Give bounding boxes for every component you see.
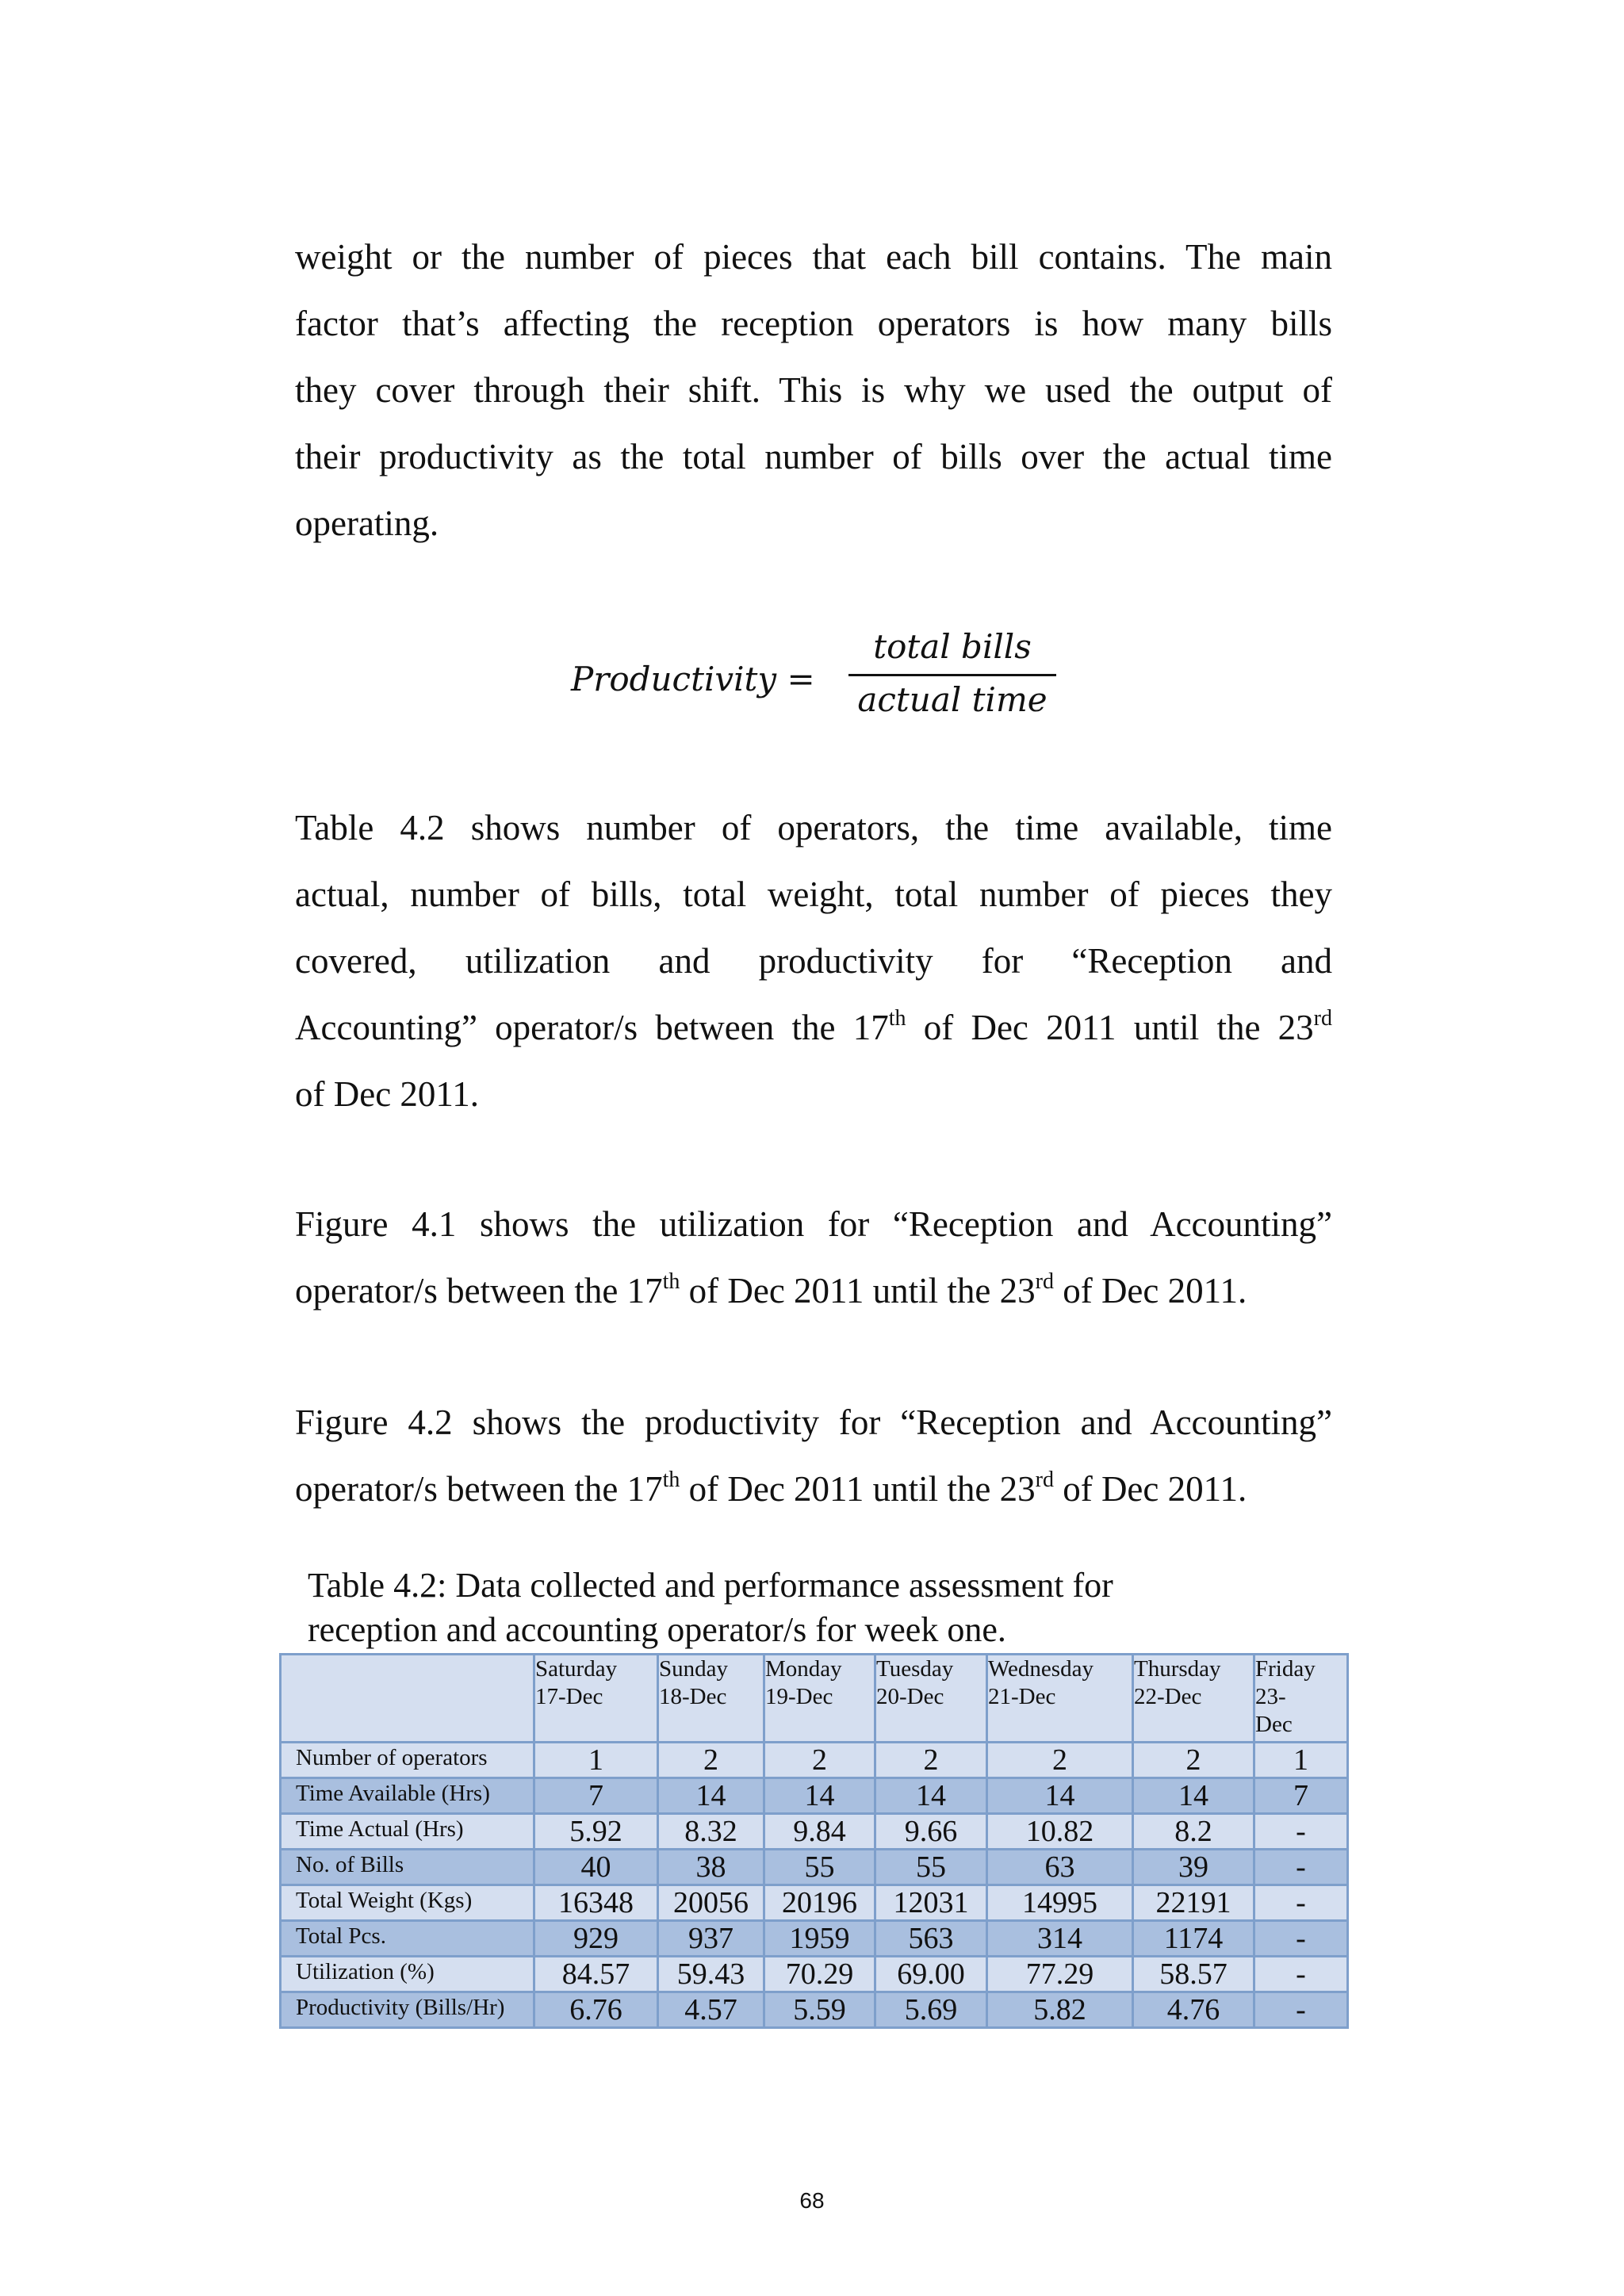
column-header-line: Monday	[765, 1656, 842, 1682]
column-header-line: Tuesday	[876, 1656, 954, 1682]
table-cell: 4.57	[658, 1992, 764, 2028]
intro-line: they cover through their shift. This is why we used the output of	[295, 370, 1332, 410]
table-row	[281, 1957, 1348, 1992]
row-label: Number of operators	[281, 1743, 534, 1778]
table-row	[281, 1885, 1348, 1921]
row-label: Total Pcs.	[281, 1921, 534, 1957]
table-cell: 563	[875, 1921, 987, 1957]
table-cell: -	[1254, 1814, 1348, 1850]
table-cell: 9.84	[764, 1814, 875, 1850]
column-header-line: 23-	[1255, 1684, 1286, 1709]
table-cell: 2	[658, 1743, 764, 1778]
table-cell: 1174	[1133, 1921, 1254, 1957]
table-cell: 2	[875, 1743, 987, 1778]
table-cell: 2	[1133, 1743, 1254, 1778]
table-reference-paragraph	[295, 794, 1332, 1127]
table-body	[281, 1655, 1348, 2028]
table-cell: -	[1254, 1992, 1348, 2028]
table-column-header	[1133, 1655, 1254, 1743]
table-column-header	[987, 1655, 1133, 1743]
table-cell: 929	[534, 1921, 658, 1957]
table-cell: 20056	[658, 1885, 764, 1921]
table-cell: 7	[1254, 1778, 1348, 1814]
table-cell: 4.76	[1133, 1992, 1254, 2028]
table-cell: 58.57	[1133, 1957, 1254, 1992]
formula-fraction	[848, 625, 1056, 724]
table-row	[281, 1992, 1348, 2028]
table-ref-line: Table 4.2 shows number of operators, the time available, time	[295, 808, 1332, 848]
table-cell: 8.32	[658, 1814, 764, 1850]
table-cell: 1	[1254, 1743, 1348, 1778]
formula-denominator: actual time	[857, 680, 1048, 719]
table-cell: 6.76	[534, 1992, 658, 2028]
column-header-line: Dec	[1255, 1712, 1293, 1737]
row-label: Utilization (%)	[281, 1957, 534, 1992]
row-label: No. of Bills	[281, 1850, 534, 1885]
column-header-line: Sunday	[659, 1656, 728, 1682]
table-cell: 14995	[987, 1885, 1133, 1921]
table-ref-line: Accounting” operator/s between the 17th of Dec 2011 until the 23rd	[295, 1006, 1332, 1047]
table-cell: 40	[534, 1850, 658, 1885]
table-header-row	[281, 1655, 1348, 1743]
table-cell: 1959	[764, 1921, 875, 1957]
table-cell: 38	[658, 1850, 764, 1885]
table-cell: 20196	[764, 1885, 875, 1921]
table-row	[281, 1743, 1348, 1778]
figure1-line: operator/s between the 17th of Dec 2011 until the 23rd of Dec 2011.	[295, 1269, 1247, 1311]
table-cell: 314	[987, 1921, 1133, 1957]
table-cell: 70.29	[764, 1957, 875, 1992]
table-column-header	[658, 1655, 764, 1743]
formula-lhs: Productivity =	[571, 660, 815, 698]
table-ref-line: actual, number of bills, total weight, total number of pieces they	[295, 874, 1332, 914]
figure-4-1-paragraph	[295, 1191, 1332, 1324]
table-row	[281, 1778, 1348, 1814]
column-header-line: Wednesday	[988, 1656, 1094, 1682]
column-header-line: 19-Dec	[765, 1684, 833, 1709]
table-cell: 39	[1133, 1850, 1254, 1885]
table-cell: 22191	[1133, 1885, 1254, 1921]
table-cell: -	[1254, 1850, 1348, 1885]
table-cell: 5.92	[534, 1814, 658, 1850]
table-corner-cell	[281, 1655, 534, 1743]
column-header-line: 20-Dec	[876, 1684, 944, 1709]
row-label: Time Available (Hrs)	[281, 1778, 534, 1814]
column-header-line: 22-Dec	[1134, 1684, 1202, 1709]
intro-line: factor that’s affecting the reception operators is how many bills	[295, 304, 1332, 343]
table-cell: 1	[534, 1743, 658, 1778]
table-row	[281, 1921, 1348, 1957]
column-header-line: 17-Dec	[535, 1684, 603, 1709]
table-cell: 12031	[875, 1885, 987, 1921]
table-column-header	[1254, 1655, 1348, 1743]
data-table	[279, 1653, 1349, 2029]
row-label: Total Weight (Kgs)	[281, 1885, 534, 1921]
column-header-line: Saturday	[535, 1656, 618, 1682]
figure2-line: Figure 4.2 shows the productivity for “Reception and Accounting”	[295, 1402, 1332, 1442]
table-cell: 55	[875, 1850, 987, 1885]
table-row	[281, 1814, 1348, 1850]
table-cell: 2	[764, 1743, 875, 1778]
row-label: Productivity (Bills/Hr)	[281, 1992, 534, 2028]
table-cell: 937	[658, 1921, 764, 1957]
table-row	[281, 1850, 1348, 1885]
column-header-line: 18-Dec	[659, 1684, 727, 1709]
figure2-line: operator/s between the 17th of Dec 2011 until the 23rd of Dec 2011.	[295, 1468, 1247, 1509]
column-header-line: 21-Dec	[988, 1684, 1056, 1709]
table-cell: 14	[764, 1778, 875, 1814]
table-cell: 14	[1133, 1778, 1254, 1814]
table-ref-line: of Dec 2011.	[295, 1074, 480, 1114]
intro-line: operating.	[295, 503, 439, 543]
table-cell: -	[1254, 1957, 1348, 1992]
table-cell: -	[1254, 1921, 1348, 1957]
table-cell: -	[1254, 1885, 1348, 1921]
table-cell: 2	[987, 1743, 1133, 1778]
productivity-formula	[555, 618, 1110, 737]
intro-line: their productivity as the total number of bills over the actual time	[295, 437, 1332, 476]
table-column-header	[534, 1655, 658, 1743]
table-caption	[308, 1563, 1339, 1652]
table-cell: 59.43	[658, 1957, 764, 1992]
caption-line: Table 4.2: Data collected and performance assessment for	[308, 1566, 1113, 1605]
table-cell: 14	[987, 1778, 1133, 1814]
table-cell: 5.59	[764, 1992, 875, 2028]
column-header-line: Friday	[1255, 1656, 1316, 1682]
table-cell: 9.66	[875, 1814, 987, 1850]
table-cell: 14	[658, 1778, 764, 1814]
table-cell: 77.29	[987, 1957, 1133, 1992]
column-header-line: Thursday	[1134, 1656, 1221, 1682]
row-label: Time Actual (Hrs)	[281, 1814, 534, 1850]
intro-paragraph	[295, 224, 1332, 557]
table-cell: 16348	[534, 1885, 658, 1921]
table-cell: 5.82	[987, 1992, 1133, 2028]
intro-line: weight or the number of pieces that each bill contains. The main	[295, 237, 1332, 277]
table-ref-line: covered, utilization and productivity for “Reception and	[295, 941, 1332, 981]
table-cell: 10.82	[987, 1814, 1133, 1850]
table-cell: 55	[764, 1850, 875, 1885]
table-cell: 7	[534, 1778, 658, 1814]
table-cell: 63	[987, 1850, 1133, 1885]
figure1-line: Figure 4.1 shows the utilization for “Reception and Accounting”	[295, 1204, 1332, 1244]
table-column-header	[875, 1655, 987, 1743]
figure-4-2-paragraph	[295, 1389, 1332, 1522]
table-cell: 5.69	[875, 1992, 987, 2028]
table-cell: 14	[875, 1778, 987, 1814]
table-cell: 84.57	[534, 1957, 658, 1992]
caption-line: reception and accounting operator/s for week one.	[308, 1610, 1006, 1649]
formula-numerator: total bills	[848, 625, 1056, 676]
table-column-header	[764, 1655, 875, 1743]
table-cell: 69.00	[875, 1957, 987, 1992]
table-cell: 8.2	[1133, 1814, 1254, 1850]
page-number: 68	[799, 2188, 825, 2213]
